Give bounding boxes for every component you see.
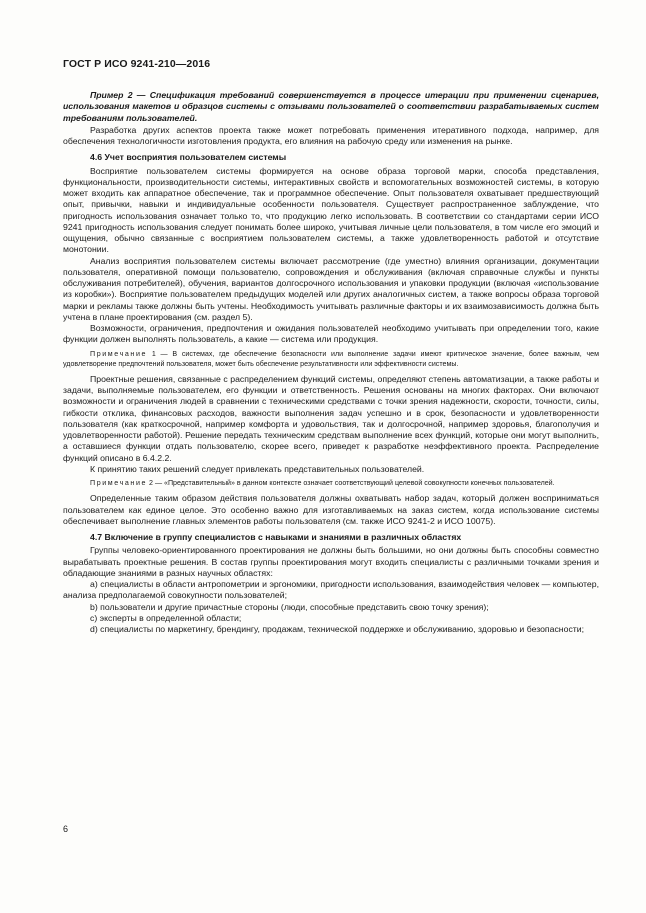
paragraph-iterative: Разработка других аспектов проекта также может потребовать применения итеративного подхода, например, для обеспечения технологичности изготовления продукта, его влияния на рабочую среду или изменения на рынке. [63,124,599,146]
note-1-lead: Примечание [90,349,148,358]
note-2-lead: Примечание [90,479,148,488]
paragraph-design: Проектные решения, связанные с распределением функций системы, определяют степень автоматизации, а также работы и задачи, выполняемые пользователем, его функции и ответственность. Решения основаны на многих факторах. Они включают возможности и ограничения людей в сравнении с техническими средствами с точки зрения надежности, скорости, точности, силы, гибкости отклика, финансовых расходов, важности выполнения задач успешно и в срок, безопасности и удовлетворенности пользователя (как краткосрочной, например комфорта и удовольствия, так и долгосрочной, например здоровья, благополучия и удовлетворенности работой). Решение передать техническим средствам выполнение всех функций, которые они могут выполнить, а оставшиеся функции отдать пользователю, скорее всего, приведет к разработке неэффективного проекта. Распределение функций описано в 6.4.2.2. [63,373,599,463]
note-2 [63,478,599,488]
paragraph-analysis: Анализ восприятия пользователем системы включает рассмотрение (где уместно) влияния организации, документации пользователя, оперативной помощи пользователю, сопровождения и обслуживания (включая справочные службы и пункты обслуживания потребителей), обучения, вариантов долгосрочного использования и упаковки продукции (включая «использование из коробки»). Восприятие пользователем предыдущих моделей или других аналогичных систем, а также вопросы образа торговой марки и рекламы также должны быть учтены. Необходимость учитывать различные факторы и их взаимозависимость должна быть учтена в плане проектирования (см. раздел 5). [63,255,599,322]
paragraph-actions: Определенные таким образом действия пользователя должны охватывать набор задач, который должен восприниматься пользователем как единое целое. Это особенно важно для изготавливаемых на заказ систем, когда использование системы обеспечивает выполнение главных элементов работы пользователя (см. также ИСО 9241-2 и ИСО 10075). [63,493,599,526]
list-item: d) специалисты по маркетингу, брендингу, продажам, технической поддержке и обслуживанию, здоровью и безопасности; [90,624,585,635]
paragraph-capabilities: Возможности, ограничения, предпочтения и ожидания пользователей необходимо учитывать при определении того, какие функции должен выполнять пользователь, а какие — система или продукция. [63,323,599,345]
note-1 [63,349,599,369]
list-item: b) пользователи и другие причастные стороны (люди, способные представить свою точку зрения); [90,601,489,612]
note-1-text: 1 — В системах, где обеспечение безопасности или выполнение задачи имеют критическое значение, более важным, чем удовлетворение предпочтений пользователя, может быть обеспечение результативности или эффективности системы. [63,349,599,368]
section-heading-4-6: 4.6 Учет восприятия пользователем системы [90,152,287,163]
example-2: Пример 2 — Спецификация требований совершенствуется в процессе итерации при применении сценариев, использования макетов и образцов системы с отзывами пользователей о соответствии разрабатываемых систем требованиям пользователей. [63,90,599,123]
paragraph-representatives: К принятию таких решений следует привлекать представительных пользователей. [90,463,425,474]
note-2-text: 2 — «Представительный» в данном контексте означает соответствующий целевой совокупности конечных пользователей. [147,479,555,488]
page-number: 6 [63,824,69,834]
section-heading-4-7: 4.7 Включение в группу специалистов с навыками и знаниями в различных областях [90,532,462,543]
paragraph-perception: Восприятие пользователем системы формируется на основе образа торговой марки, способа представления, функциональности, производительности системы, интерактивных свойств и вспомогательных возможностей системы, в которую может входить как аппаратное обеспечение, так и программное обеспечение. Опыт пользователя охватывает предшествующий опыт, привычки, навыки и индивидуальные особенности пользователя. Существует распространенное заблуждение, что пригодность использования означает только то, что продукцию легко использовать. В соответствии со стандартами серии ИСО 9241 пригодность использования следует понимать более широко, учитывая личные цели пользователя, в том числе его эмоций и ощущения, обычно связанные с восприятием пользователем системы, а также удовлетворенность работой и отсутствие монотонии. [63,165,599,255]
list-item: a) специалисты в области антропометрии и эргономики, пригодности использования, взаимодействия человек — компьютер, анализа предполагаемой совокупности пользователей; [63,579,599,601]
list-item: c) эксперты в определенной области; [90,612,242,623]
page-header: ГОСТ Р ИСО 9241-210—2016 [63,58,211,70]
paragraph-groups: Группы человеко-ориентированного проектирования не должны быть большими, но они должны быть способны совместно вырабатывать проектные решения. В состав группы проектирования могут входить специалисты с различными точками зрения и обладающие знаниями в разных научных областях: [63,545,599,578]
document-page [63,58,599,635]
